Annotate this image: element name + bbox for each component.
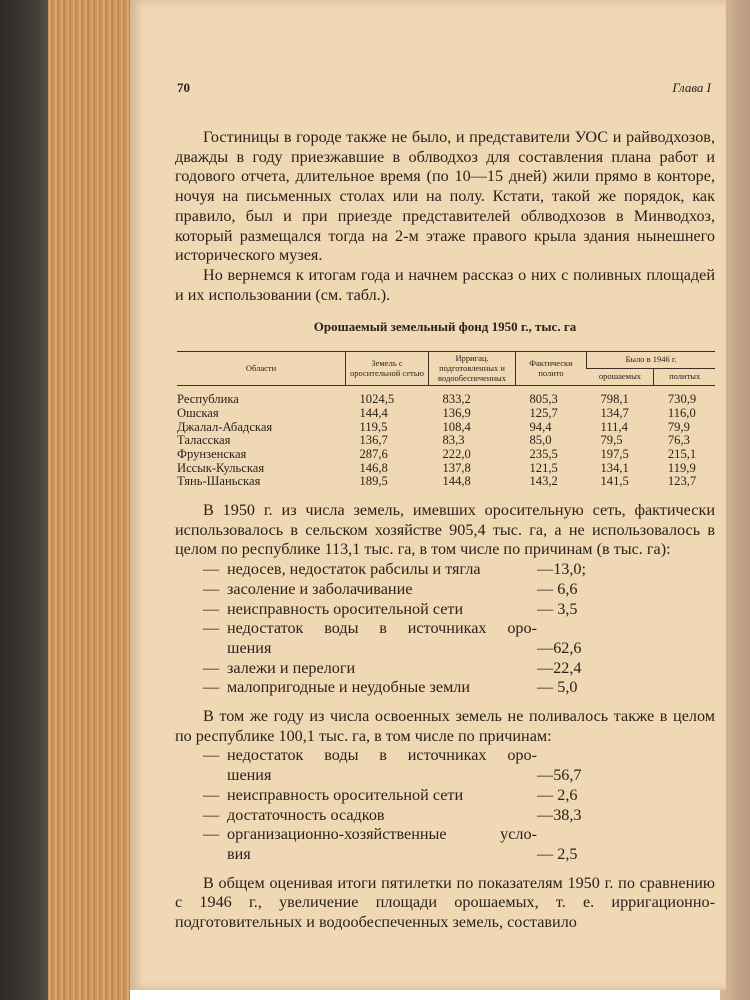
list-item: [175, 786, 715, 806]
dash: —: [203, 599, 220, 618]
dash: —: [203, 658, 220, 677]
cell-value: 1024,5: [359, 392, 395, 407]
cell-value: 94,4: [529, 419, 552, 434]
cell-region: Тянь-Шаньская: [177, 474, 261, 489]
paragraph-5: В общем оценивая итоги пятилетки по показателям 1950 г. по сравнению с 1946 г., увеличение площади орошаемых, т. е. ирригационно-подготовительных и водообеспеченных земель, составило: [175, 873, 715, 932]
dash: —: [203, 678, 220, 697]
list-item-label: недосев, недостаток рабсилы и тягла: [227, 560, 481, 579]
cell-region: Республика: [177, 392, 239, 407]
cell-value: 805,3: [529, 392, 558, 407]
dash: —: [203, 746, 220, 765]
list-item-value: —38,3: [537, 805, 582, 824]
cell-region: Фрунзенская: [177, 446, 247, 461]
dash: —: [203, 825, 220, 844]
cell-value: 136,9: [442, 405, 471, 420]
list-item-label: шения: [227, 766, 272, 785]
cell-value: 121,5: [529, 460, 558, 475]
header-irrigated: орошаемых: [587, 369, 654, 386]
cell-value: 111,4: [600, 419, 628, 434]
header-irrig: Ирригац. подготовленных и водообеспеченных: [429, 352, 516, 386]
cell-region: Иссык-Кульская: [177, 460, 265, 475]
cell-value: 136,7: [359, 433, 388, 448]
list-item-label: неисправность оросительной сети: [227, 785, 464, 804]
cell-value: 119,9: [667, 460, 696, 475]
list-item-value: —22,4: [537, 658, 582, 677]
cell-value: 146,8: [359, 460, 388, 475]
list-item-label: недостаток воды в источниках оро-: [227, 746, 537, 765]
dash: —: [203, 805, 220, 824]
cell-value: 123,7: [667, 474, 697, 489]
list-item-label: организационно-хозяйственные усло-: [227, 825, 537, 844]
list-item-value: — 5,0: [537, 678, 578, 697]
list-item-label: недостаток воды в источниках оро-: [227, 619, 537, 638]
page-number: 70: [177, 80, 190, 95]
cell-value: 143,2: [529, 474, 558, 489]
cell-value: 215,1: [667, 446, 697, 461]
list-item-label: достаточность осадков: [227, 805, 385, 824]
cell-value: 141,5: [600, 474, 629, 489]
list-item: [175, 825, 715, 845]
cell-value: 76,3: [667, 433, 690, 448]
background-dark-left: [0, 0, 48, 1000]
reasons-list-1: [175, 560, 715, 698]
list-item: [175, 659, 715, 679]
cell-value: 116,0: [667, 405, 696, 420]
dash: —: [203, 560, 220, 579]
cell-value: 798,1: [600, 392, 629, 407]
list-item-value: — 6,6: [537, 579, 578, 598]
list-item: [175, 639, 715, 659]
header-land: Земель с оросительной сетью: [346, 352, 429, 386]
header-actual: Фактически полито: [516, 352, 587, 386]
table-row: [177, 407, 715, 421]
list-item-label: шения: [227, 638, 272, 657]
list-item-label: засоление и заболачивание: [227, 579, 413, 598]
dash: —: [203, 579, 220, 598]
dash: —: [203, 785, 220, 804]
table-row: [177, 448, 715, 462]
cell-value: 197,5: [600, 446, 629, 461]
cell-value: 144,4: [359, 405, 388, 420]
table-row: [177, 462, 715, 476]
table-title: Орошаемый земельный фонд 1950 г., тыс. га: [313, 319, 577, 335]
list-item: [175, 766, 715, 786]
dash: —: [203, 619, 220, 638]
reasons-list-2: [175, 746, 715, 864]
list-item-label: вия: [227, 844, 251, 863]
table-row: [177, 421, 715, 435]
list-item-value: —62,6: [537, 638, 582, 657]
irrigation-table: [177, 351, 715, 489]
paragraph-3: В 1950 г. из числа земель, имевших оросительную сеть, фактически использовалось в сельском хозяйстве 905,4 тыс. га, а не использовалось в целом по республике 113,1 тыс. га, в том числе по причинам (в тыс. га):: [175, 501, 715, 559]
cell-value: 85,0: [529, 433, 552, 448]
cell-value: 83,3: [442, 433, 465, 448]
header-1946: Было в 1946 г.: [587, 352, 716, 369]
list-item-label: малопригодные и неудобные земли: [227, 678, 471, 697]
list-item: [175, 600, 715, 620]
page-content: [175, 80, 715, 933]
list-item: [175, 580, 715, 600]
paragraph-2: Но вернемся к итогам года и начнем рассказ о них с поливных площадей и их использовании (см. табл.).: [175, 265, 715, 304]
cell-value: 79,5: [600, 433, 623, 448]
cell-region: Ошская: [177, 405, 219, 420]
chapter-title: Глава I: [672, 80, 711, 95]
cell-value: 144,8: [442, 474, 471, 489]
cell-value: 189,5: [359, 474, 388, 489]
list-item-label: неисправность оросительной сети: [227, 599, 464, 618]
cell-region: Таласская: [177, 433, 231, 448]
list-item-value: —13,0;: [537, 560, 587, 579]
list-item: [175, 845, 715, 865]
header-watered: политых: [654, 369, 715, 386]
book-page-edges: [48, 0, 130, 1000]
cell-value: 235,5: [529, 446, 558, 461]
cell-value: 79,9: [667, 419, 690, 434]
list-item-value: —56,7: [537, 766, 582, 785]
list-item: [175, 806, 715, 826]
list-item-value: — 3,5: [537, 599, 578, 618]
list-item: [175, 678, 715, 698]
cell-value: 134,7: [600, 405, 629, 420]
cell-value: 287,6: [359, 446, 388, 461]
list-item-value: — 2,6: [537, 785, 578, 804]
page-header: [175, 80, 715, 104]
header-region: Области: [177, 352, 346, 386]
paragraph-4: В том же году из числа освоенных земель не поливалось также в целом по республике 100,1 тыс. га, в том числе по причинам:: [175, 707, 715, 745]
table-row: [177, 475, 715, 489]
paragraph-1: Гостиницы в городе также не было, и представители УОС и райводхозов, дважды в году приезжавшие в облводхоз для составления плана работ и годового отчета, длительное время (по 10—15 дней) жили прямо в конторе, ночуя на письменных столах или на полу. Кстати, такой же порядок, как правило, был и при приезде представителей облводхозов в Минводхоз, который размещался тогда на 2-м этаже правого крыла здания нынешнего исторического музея.: [175, 128, 715, 265]
table-row: [177, 386, 715, 407]
list-item-label: залежи и перелоги: [227, 658, 356, 677]
list-item-value: — 2,5: [537, 844, 578, 863]
cell-value: 108,4: [442, 419, 471, 434]
cell-value: 134,1: [600, 460, 629, 475]
cell-region: Джалал-Абадская: [177, 419, 273, 434]
list-item: [175, 560, 715, 580]
cell-value: 833,2: [442, 392, 471, 407]
cell-value: 222,0: [442, 446, 471, 461]
cell-value: 730,9: [667, 392, 697, 407]
table-row: [177, 434, 715, 448]
list-item: [175, 619, 715, 639]
cell-value: 125,7: [529, 405, 558, 420]
cell-value: 137,8: [442, 460, 471, 475]
cell-value: 119,5: [359, 419, 388, 434]
list-item: [175, 746, 715, 766]
